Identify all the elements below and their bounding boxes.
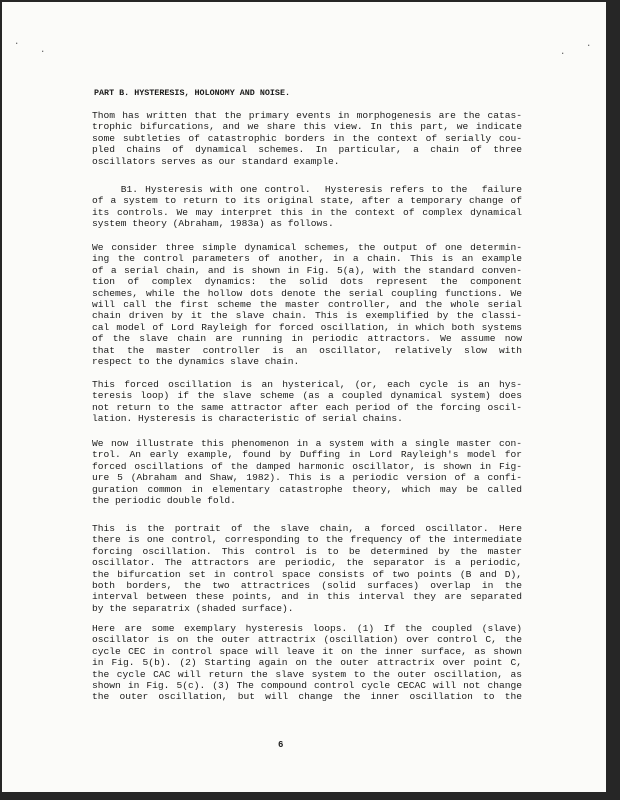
paragraph-4: [92, 379, 522, 425]
text-line: some subtleties of catastrophic borders in the context of serially cou-: [92, 132, 522, 144]
text-line: This is the portrait of the slave chain, a forced oscillator. Here: [92, 523, 522, 534]
text-line: teresis loop) if the slave scheme (as a coupled dynamical system) does: [92, 390, 522, 402]
text-line: its controls. We may interpret this in the context of complex dynamical: [92, 206, 522, 218]
text-line: We now illustrate this phenomenon in a system with a single master con-: [92, 438, 522, 449]
text-line: tion of complex dynamics: the solid dots represent the component: [92, 276, 522, 288]
text-line: guration common in elementary catastrophe theory, which may be called: [92, 483, 522, 495]
corner-dot: ·: [560, 49, 566, 59]
text-line: lation. Hysteresis is characteristic of serial chains.: [92, 413, 403, 425]
text-line: the outer oscillation, but will change the inner oscillation to the: [92, 691, 522, 703]
text-line: We consider three simple dynamical schemes, the output of one determin-: [92, 242, 522, 253]
corner-dot: ·: [40, 47, 46, 57]
text-line: the bifurcation set in control space consists of two points (B and D),: [92, 568, 522, 580]
text-line: cycle CEC in control space will leave it on the inner surface, as shown: [92, 645, 522, 657]
text-line: ing the control parameters of another, in a chain. This is an example: [92, 253, 522, 265]
text-line: pled chains of dynamical schemes. In particular, a chain of three: [92, 144, 522, 156]
text-line: oscillator. The attractors are periodic, the separator is a periodic,: [92, 557, 522, 569]
text-line: forcing oscillation. This control is to be determined by the master: [92, 545, 522, 557]
paragraph-3: [92, 242, 522, 367]
text-line-content: B1. Hysteresis with one control. Hysteresis refers to the failure: [92, 184, 522, 195]
corner-dot: ·: [14, 39, 20, 49]
paragraph-2: [92, 184, 522, 230]
text-line: by the separatrix (shaded surface).: [92, 602, 294, 614]
text-line: This forced oscillation is an hysterical, (or, each cycle is an hys-: [92, 379, 522, 390]
text-line: of the slave chain are running in periodic attractors. We assume now: [92, 333, 522, 345]
text-line: of a serial chain, and is shown in Fig. 5(a), with the standard conven-: [92, 264, 522, 276]
text-line: trol. An early example, found by Duffing in Lord Rayleigh's model for: [92, 449, 522, 461]
document-page: [2, 2, 606, 792]
text-line: schemes, while the hollow dots denote the serial coupling functions. We: [92, 287, 522, 299]
text-line: both borders, the two attractrices (solid surfaces) overlap in the: [92, 580, 522, 592]
text-line: that the master controller is an oscillator, relatively slow with: [92, 344, 522, 356]
text-line: oscillators serves as our standard example.: [92, 155, 340, 167]
text-line: respect to the dynamics slave chain.: [92, 356, 300, 368]
text-line: of a system to return to its original state, after a temporary change of: [92, 195, 522, 207]
text-line: [92, 184, 522, 195]
text-line: Here are some exemplary hysteresis loops. (1) If the coupled (slave): [92, 623, 522, 634]
text-line: system theory (Abraham, 1983a) as follows.: [92, 218, 334, 230]
paragraph-6: [92, 523, 522, 614]
text-line: trophic bifurcations, and we share this view. In this part, we indicate: [92, 121, 522, 133]
text-line: ure 5 (Abraham and Shaw, 1982). This is a periodic version of a confi-: [92, 472, 522, 484]
paragraph-7: [92, 623, 522, 703]
text-line: oscillator is on the outer attractrix (oscillation) over control C, the: [92, 634, 522, 646]
text-line: the periodic double fold.: [92, 495, 236, 507]
text-line: cal model of Lord Rayleigh for forced oscillation, in which both systems: [92, 321, 522, 333]
paragraph-1: [92, 110, 522, 167]
text-line: will call the first scheme the master controller, and the whole serial: [92, 299, 522, 311]
text-line: not return to the same attractor after each period of the forcing oscil-: [92, 401, 522, 413]
text-line: chain driven by it the slave chain. This is exemplified by the classi-: [92, 310, 522, 322]
page-number: 6: [278, 740, 284, 750]
text-line: there is one control, corresponding to the frequency of the intermediate: [92, 534, 522, 546]
paragraph-5: [92, 438, 522, 506]
corner-dot: ·: [586, 41, 592, 51]
text-line: shown in Fig. 5(c). (3) The compound control cycle CECAC will not change: [92, 680, 522, 692]
text-line: interval between these points, and in this interval they are separated: [92, 591, 522, 603]
text-line: the cycle CAC will return the slave system to the outer oscillation, as: [92, 668, 522, 680]
text-line: forced oscillations of the damped harmonic oscillator, is shown in Fig-: [92, 460, 522, 472]
text-line: in Fig. 5(b). (2) Starting again on the outer attractrix over point C,: [92, 657, 522, 669]
section-heading: PART B. HYSTERESIS, HOLONOMY AND NOISE.: [94, 88, 291, 98]
text-line: Thom has written that the primary events in morphogenesis are the catas-: [92, 110, 522, 121]
